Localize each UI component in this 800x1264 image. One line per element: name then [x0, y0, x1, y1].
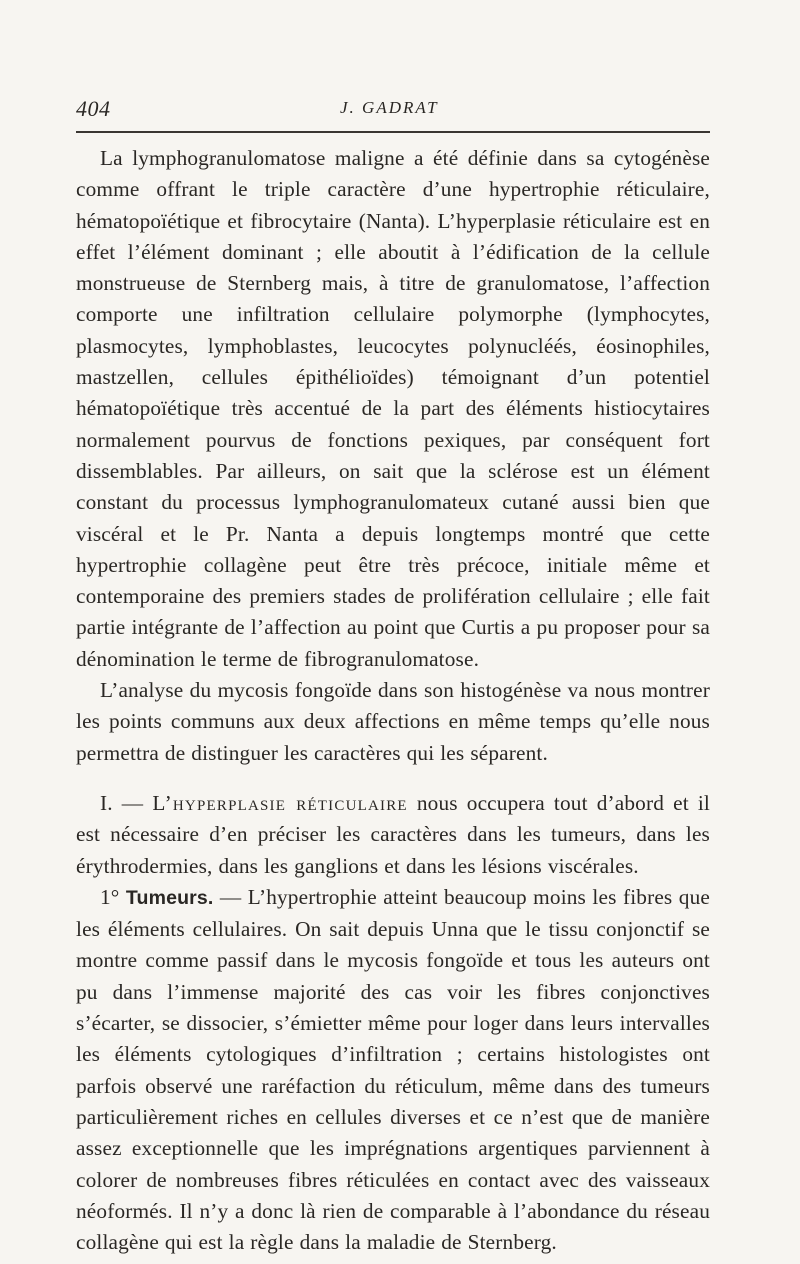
body-text [76, 143, 710, 1258]
header-rule [76, 131, 710, 133]
running-head: J. GADRAT [340, 98, 439, 117]
paragraph-tumeurs [76, 882, 710, 1259]
subsection-heading-tumeurs: Tumeurs. [125, 886, 214, 909]
paragraph-analyse: L’analyse du mycosis fongoïde dans son histogénèse va nous montrer les points communs aux deux affections en même temps qu’elle nous permettra de distinguer les caractères qui les séparent. [76, 678, 710, 765]
subsection-number: 1° [100, 884, 126, 909]
paragraph-section-one [76, 788, 710, 882]
section-intro-text: nous occupera tout d’abord et il est nécessaire d’en préciser les caractères dans les tumeurs, dans les érythrodermies, dans les ganglions et dans les lésions viscérales. [76, 790, 710, 878]
section-number: I. — [100, 790, 153, 815]
section-heading: L’hyperplasie réticulaire [152, 790, 408, 815]
paragraph-cytogenese: La lymphogranulomatose maligne a été définie dans sa cytogénèse comme offrant le triple caractère d’une hypertrophie réticulaire, hématopoïétique et fibrocytaire (Nanta). L’hyperplasie réticulaire est en effet l’élément dominant ; elle aboutit à l’édification de la cellule monstrueuse de Sternberg mais, à titre de granulomatose, l’affection comporte une infiltration cellulaire polymorphe (lymphocytes, plasmocytes, lymphoblastes, leucocytes polynucléés, éosinophiles, mastzellen, cellules épithélioïdes) témoignant d’un potentiel hématopoïétique très accentué de la part des éléments histiocytaires normalement pourvus de fonctions pexiques, par conséquent fort dissemblables. Par ailleurs, on sait que la sclérose est un élément constant du processus lymphogranulomateux cutané aussi bien que viscéral et le Pr. Nanta a depuis longtemps montré que cette hypertrophie collagène peut être très précoce, initiale même et contemporaine des premiers stades de prolifération cellulaire ; elle fait partie intégrante de l’affection au point que Curtis a pu proposer pour sa dénomination le terme de fibrogranulomatose. [76, 146, 710, 671]
page-header [76, 96, 710, 122]
subsection-text: — L’hypertrophie atteint beaucoup moins les fibres que les éléments cellulaires. On sait depuis Unna que le tissu conjonctif se montre comme passif dans le mycosis fongoïde et tous les auteurs ont pu dans l’immense majorité des cas voir les fibres conjonctives s’écarter, se dissocier, s’émietter même pour loger dans leurs intervalles les éléments cytologiques d’infiltration ; certains histologistes ont parfois observé une raréfaction du réticulum, même dans des tumeurs particulièrement riches en cellules diverses et ce n’est que de manière assez exceptionnelle que les imprégnations argentiques parviennent à colorer de nombreuses fibres réticulées en contact avec des vaisseaux néoformés. Il n’y a donc là rien de comparable à l’abondance du réseau collagène qui est la règle dans la maladie de Sternberg. [76, 884, 710, 1255]
page-number: 404 [76, 96, 111, 121]
